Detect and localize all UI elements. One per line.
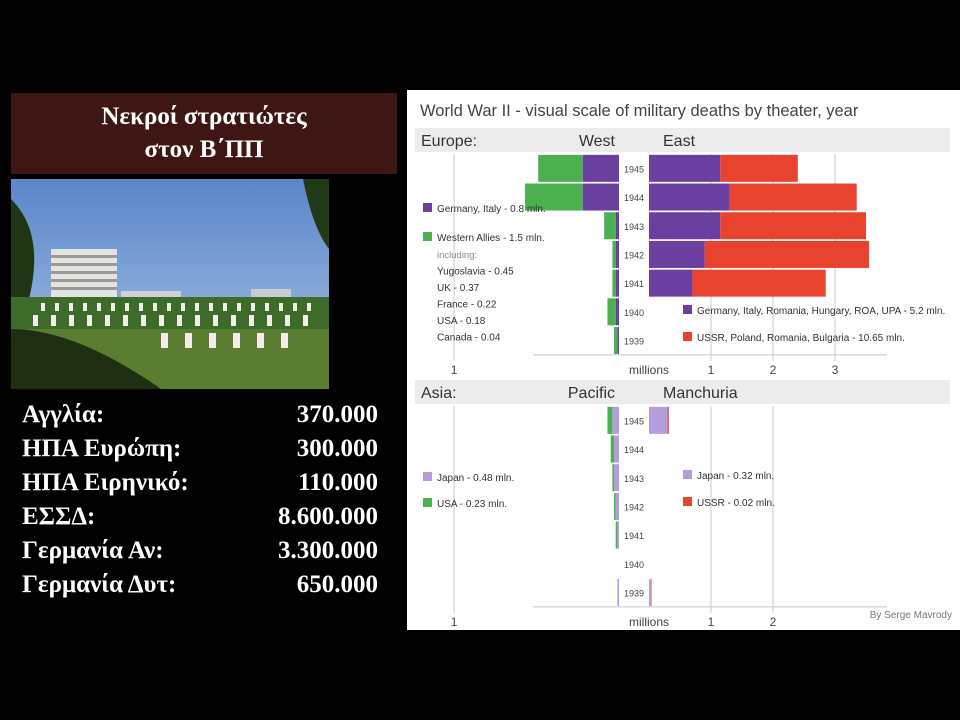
right-bar [720,212,866,239]
left-bar [617,327,619,354]
stat-label: Γερμανία Δυτ: [22,571,177,598]
stat-label: Αγγλία: [22,401,105,428]
right-bar [649,270,692,297]
slide-title-line-1: Νεκροί στρατιώτες [101,103,307,130]
left-bar [611,436,614,463]
x-axis-unit: millions [628,362,670,377]
casualty-stats [22,398,382,602]
left-bar [583,155,619,182]
left-bar [612,407,619,434]
right-bar [649,212,720,239]
year-label: 1941 [623,279,645,290]
chart-panel [415,380,950,629]
legend-swatch [423,472,432,481]
stat-label: ΗΠΑ Ειρηνικό: [22,469,189,496]
left-bar [616,298,619,325]
legend-note: Yugoslavia - 0.45 [437,266,514,278]
legend-label: Japan - 0.48 mln. [437,473,515,484]
stat-label: ΗΠΑ Ευρώπη: [22,435,182,462]
stat-row [22,568,382,602]
right-bar [720,155,798,182]
left-bar [616,493,619,520]
left-bar [604,212,616,239]
x-axis-unit: millions [628,614,670,629]
x-tick-label: 1 [450,362,458,377]
year-label: 1944 [623,445,645,456]
x-tick-label: 1 [707,614,715,629]
right-bar [649,407,668,434]
year-label: 1939 [623,588,645,599]
stat-row [22,398,382,432]
left-bar [607,298,615,325]
legend-label: USSR - 0.02 mln. [697,498,775,509]
legend-note: USA - 0.18 [437,316,486,327]
year-label: 1943 [623,221,645,232]
stat-value: 3.300.000 [278,537,378,564]
chart-panel [415,128,950,377]
slide-title-box [11,93,397,174]
left-bar [617,579,619,606]
left-bar [616,212,619,239]
left-bar [616,270,619,297]
legend-note: Canada - 0.04 [437,332,501,344]
left-bar [612,464,614,491]
military-deaths-chart [407,90,960,630]
stat-label: ΕΣΣΔ: [22,503,96,530]
year-label: 1940 [623,307,645,318]
legend-label: Germany, Italy - 0.8 mln. [437,204,546,215]
right-bar [692,270,825,297]
year-label: 1945 [623,164,645,175]
left-bar [616,241,619,268]
right-bar [649,241,705,268]
panel-right-label: East [663,133,696,150]
legend-label: USA - 0.23 mln. [437,499,508,510]
year-label: 1940 [623,559,645,570]
stat-value: 110.000 [298,469,378,496]
x-tick-label: 2 [769,614,777,629]
left-bar [612,241,615,268]
left-bar [607,407,612,434]
chart-canvas [407,90,960,630]
x-tick-label: 1 [450,614,458,629]
legend-swatch [683,497,692,506]
legend-swatch [683,305,692,314]
slide-title-line-2: στον Β΄ΠΠ [144,136,264,163]
left-bar [614,464,619,491]
stat-value: 300.000 [296,435,378,462]
stat-value: 650.000 [296,571,378,598]
left-bar [612,270,615,297]
legend-swatch [683,332,692,341]
year-label: 1942 [623,250,645,261]
year-label: 1945 [623,416,645,427]
stat-row [22,466,382,500]
year-label: 1941 [623,531,645,542]
left-bar [538,155,583,182]
panel-name: Asia: [421,385,457,402]
legend-label: USSR, Poland, Romania, Bulgaria - 10.65 mln. [697,333,905,344]
panel-name: Europe: [421,133,478,150]
legend-swatch [423,498,432,507]
left-bar [614,493,616,520]
stat-value: 8.600.000 [278,503,378,530]
year-label: 1944 [623,193,645,204]
right-bar [651,579,652,606]
panel-left-label: Pacific [567,385,615,402]
x-tick-label: 1 [707,362,715,377]
legend-label: Japan - 0.32 mln. [697,471,775,482]
year-label: 1939 [623,336,645,347]
year-label: 1942 [623,502,645,513]
left-bar [616,522,618,549]
legend-swatch [423,203,432,212]
x-tick-label: 3 [831,362,839,377]
legend-label: Western Allies - 1.5 mln. [437,233,545,244]
right-bar [705,241,869,268]
chart-title: World War II - visual scale of military deaths by theater, year [420,102,859,120]
legend-swatch [683,470,692,479]
x-tick-label: 2 [769,362,777,377]
panel-right-label: Manchuria [663,385,738,402]
stat-row [22,432,382,466]
stat-row [22,534,382,568]
panel-left-label: West [578,133,615,150]
right-bar [649,184,730,211]
legend-note: including: [437,250,478,261]
legend-label: Germany, Italy, Romania, Hungary, ROA, UPA - 5.2 mln. [697,306,946,317]
stat-label: Γερμανία Αν: [22,537,164,564]
right-bar [730,184,857,211]
legend-note: UK - 0.37 [437,283,480,294]
legend-swatch [423,232,432,241]
stat-value: 370.000 [296,401,378,428]
chart-credit: By Serge Mavrody [869,610,952,621]
left-bar [583,184,619,211]
left-bar [617,522,619,549]
left-bar [614,327,617,354]
right-bar [649,579,651,606]
stat-row [22,500,382,534]
right-bar [649,155,720,182]
cemetery-photo [11,179,329,389]
legend-note: France - 0.22 [437,299,497,311]
right-bar [668,407,669,434]
left-bar [614,436,619,463]
year-label: 1943 [623,473,645,484]
